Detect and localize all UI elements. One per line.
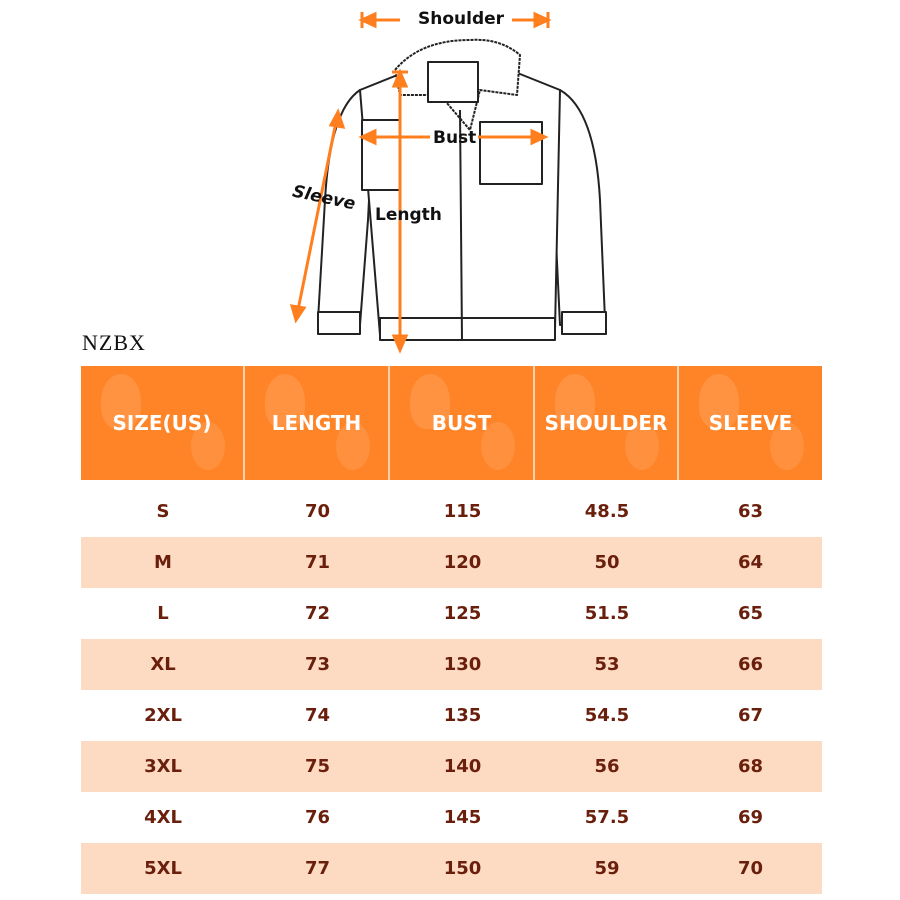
cell-length: 76 [304,807,331,828]
cell-shoulder: 53 [594,654,620,675]
cell-length: 75 [304,756,331,777]
cell-size: 4XL [144,807,182,828]
cell-length: 74 [304,705,331,726]
table-row [81,690,822,741]
cell-size: XL [150,654,176,675]
cell-shoulder: 54.5 [584,705,630,726]
cell-sleeve: 65 [737,603,764,624]
cell-size: 5XL [144,858,182,879]
cell-size: S [156,501,170,522]
size-table [81,366,822,894]
sleeve-label: Sleeve [290,181,358,215]
table-row [81,537,822,588]
table-row [81,792,822,843]
jacket-measurement-diagram [0,0,900,360]
cell-bust: 140 [443,756,482,777]
cell-length: 71 [304,552,331,573]
table-row [81,639,822,690]
cell-length: 72 [304,603,331,624]
table-row [81,741,822,792]
table-row [81,486,822,537]
cell-shoulder: 48.5 [584,501,630,522]
bust-label: Bust [433,128,477,148]
length-label: Length [375,205,442,225]
cell-sleeve: 67 [737,705,764,726]
cell-bust: 150 [443,858,482,879]
cell-bust: 145 [443,807,482,828]
header-bust: BUST [390,366,535,480]
header-length: LENGTH [245,366,390,480]
cell-size: 3XL [144,756,182,777]
cell-shoulder: 57.5 [584,807,630,828]
shoulder-label: Shoulder [418,9,505,29]
cell-bust: 130 [443,654,482,675]
cell-bust: 115 [443,501,482,522]
cell-sleeve: 69 [737,807,764,828]
cell-size: M [154,552,172,573]
cell-shoulder: 51.5 [584,603,630,624]
cell-bust: 120 [443,552,482,573]
jacket-illustration [0,0,900,360]
cell-sleeve: 70 [737,858,764,879]
cell-size: L [157,603,169,624]
cell-sleeve: 68 [737,756,764,777]
header-shoulder: SHOULDER [535,366,679,480]
cell-bust: 135 [443,705,482,726]
cell-length: 73 [304,654,331,675]
header-size: SIZE(US) [81,366,245,480]
table-row [81,588,822,639]
table-header [81,366,822,480]
cell-bust: 125 [443,603,482,624]
cell-length: 77 [304,858,331,879]
cell-shoulder: 50 [594,552,620,573]
cell-sleeve: 64 [737,552,764,573]
header-sleeve: SLEEVE [679,366,822,480]
cell-shoulder: 56 [594,756,620,777]
cell-length: 70 [304,501,331,522]
cell-shoulder: 59 [594,858,620,879]
brand-name: NZBX [82,330,146,355]
cell-size: 2XL [144,705,182,726]
table-row [81,843,822,894]
cell-sleeve: 63 [737,501,764,522]
cell-sleeve: 66 [737,654,764,675]
